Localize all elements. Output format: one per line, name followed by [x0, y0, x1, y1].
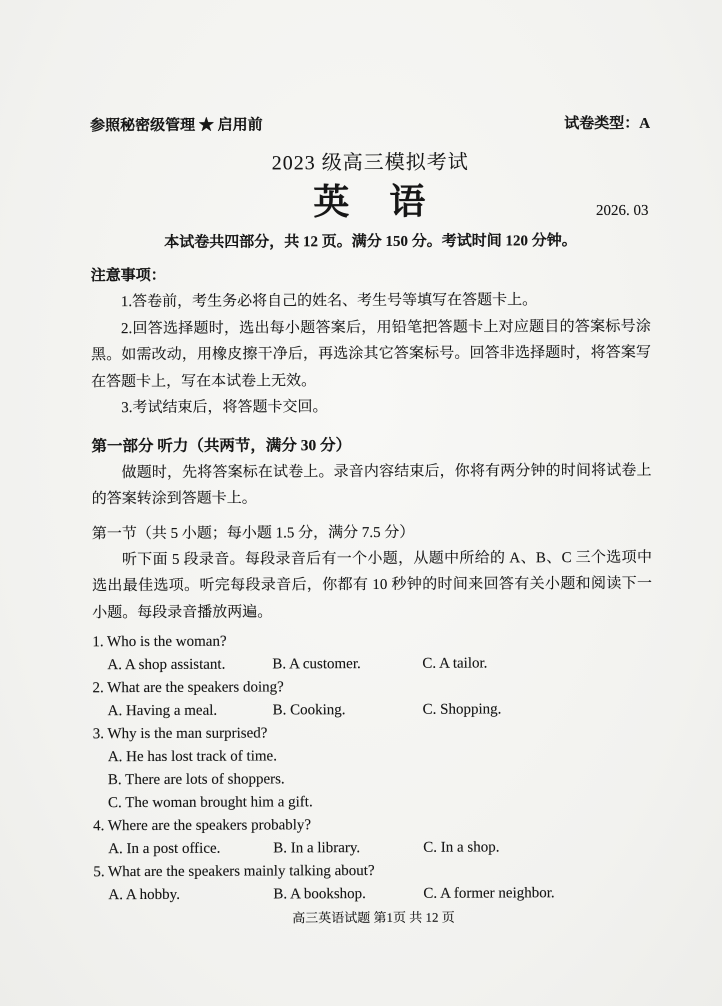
- answer-option: B. There are lots of shoppers.: [107, 771, 285, 789]
- subject-row: [90, 178, 650, 226]
- answer-option: C. In a shop.: [423, 839, 500, 856]
- answer-option: A. A hobby.: [108, 886, 180, 904]
- notice-heading: 注意事项：: [90, 267, 166, 285]
- answer-option: C. The woman brought him a gift.: [107, 794, 313, 812]
- subject-title: 英 语: [313, 181, 428, 223]
- exam-summary: 本试卷共四部分，共 12 页。满分 150 分。考试时间 120 分钟。: [164, 233, 577, 251]
- answer-option: A. Having a meal.: [107, 702, 218, 720]
- page-footer: 高三英语试题 第1页 共 12 页: [292, 909, 455, 926]
- answer-option: C. Shopping.: [422, 701, 502, 718]
- answer-option: B. In a library.: [273, 840, 361, 857]
- notice-item-1: 1.答卷前，考生务必将自己的姓名、考生号等填写在答题卡上。: [120, 292, 538, 311]
- part1-instruction: 做题时，先将答案标在试卷上。录音内容结束后，你将有两分钟的时间将试卷上的答案转涂到答题卡上。: [91, 462, 652, 508]
- part1-heading: 第一部分 听力（共两节，满分 30 分）: [91, 436, 352, 455]
- answer-option: C. A former neighbor.: [423, 885, 555, 902]
- question: [93, 721, 653, 815]
- question-text: 1. Who is the woman?: [92, 633, 227, 651]
- notice-item-2: 2.回答选择题时，选出每小题答案后，用铅笔把答题卡上对应题目的答案标号涂黑。如需改动，用橡皮擦干净后，再选涂其它答案标号。回答非选择题时，将答案写在答题卡上，写在本试卷上无效。: [91, 318, 652, 390]
- question: [92, 675, 652, 723]
- question-list: [92, 629, 653, 907]
- question-text: 2. What are the speakers doing?: [92, 679, 284, 697]
- answer-option: B. A bookshop.: [273, 886, 366, 903]
- answer-option: A. In a post office.: [108, 840, 221, 858]
- scanned-page-content: [90, 114, 654, 928]
- option-list: [92, 652, 652, 677]
- answer-option: A. A shop assistant.: [107, 656, 226, 674]
- answer-option: A. He has lost track of time.: [107, 748, 277, 766]
- paper-type-label: 试卷类型：A: [564, 115, 651, 133]
- security-label: 参照秘密级管理 ★ 启用前: [90, 117, 263, 135]
- answer-option: C. A tailor.: [422, 655, 488, 672]
- exam-title: 2023 级高三模拟考试: [271, 151, 469, 175]
- question-text: 5. What are the speakers mainly talking about?: [93, 862, 375, 881]
- notice-item-3: 3.考试结束后，将答题卡交回。: [121, 399, 328, 417]
- answer-option: B. A customer.: [272, 656, 361, 673]
- question-text: 4. Where are the speakers probably?: [93, 817, 312, 835]
- page-header: [90, 114, 650, 136]
- exam-date: 2026. 03: [595, 202, 649, 220]
- option-list: [93, 698, 653, 723]
- option-list: [93, 836, 653, 861]
- section1-instruction: 听下面 5 段录音。每段录音后有一个小题，从题中所给的 A、B、C 三个选项中选出最佳选项。听完每段录音后，你都有 10 秒钟的时间来回答有关小题和阅读下一小题。每段录音播放两遍。: [92, 549, 653, 621]
- answer-option: B. Cooking.: [272, 702, 346, 719]
- question: [93, 859, 653, 907]
- question: [93, 813, 653, 861]
- option-list: [93, 744, 653, 815]
- option-list: [93, 882, 653, 907]
- question-text: 3. Why is the man surprised?: [92, 725, 268, 743]
- section1-heading: 第一节（共 5 小题；每小题 1.5 分，满分 7.5 分）: [91, 524, 415, 542]
- question: [92, 629, 652, 677]
